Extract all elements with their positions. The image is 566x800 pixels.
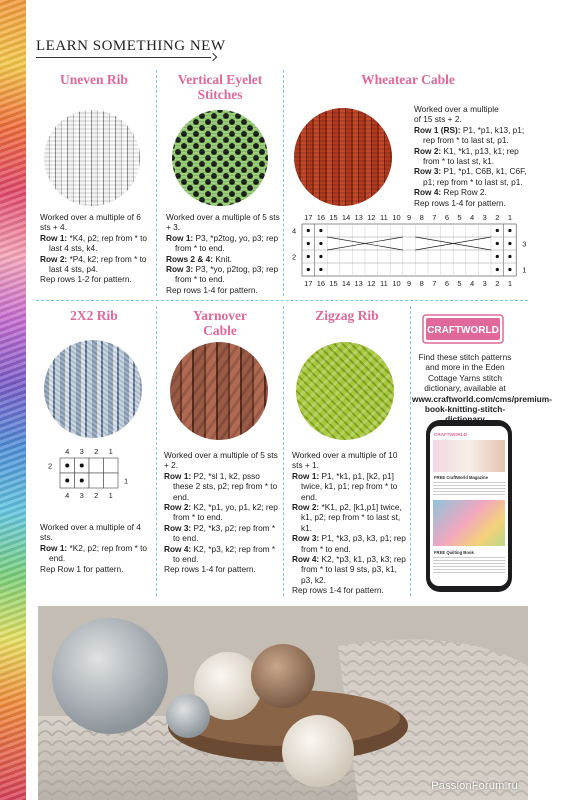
yarnover-cable-title xyxy=(160,308,280,338)
rib-row-label-right: 1 xyxy=(124,476,129,486)
craftworld-logo-svg xyxy=(422,314,504,344)
zigzag-rib-row-1: Row 1: P1, *k1, p1, [k2, p1] twice, k1, p1; rep from * to end. xyxy=(292,470,398,502)
wheatear-col-label-top: 8 xyxy=(419,213,424,222)
phone-caption-quilting: FREE Quilting Book xyxy=(434,550,474,555)
zigzag-rib-row-4: Row 4: K2, *p3, k1, p3, k3; rep from * to last 9 sts, p3, k1, p3, k2. xyxy=(292,554,406,585)
wheatear-col-label-bottom: 11 xyxy=(380,279,388,288)
phone-quilting-image xyxy=(433,500,505,546)
wheatear-cable-row-1: Row 1 (RS): P1, *p1, k13, p1; rep from * to last st, p1. xyxy=(414,124,525,146)
brown-yarn-ball xyxy=(251,644,315,708)
rib-col-label-top: 3 xyxy=(79,447,84,456)
heading-rule xyxy=(36,57,211,58)
divider-v1 xyxy=(156,70,157,296)
cream-yarn-ball xyxy=(282,715,354,787)
phone-body-text xyxy=(433,482,505,496)
rib-grid-cell xyxy=(89,473,104,488)
uneven-rib-swatch xyxy=(44,110,140,206)
rib-col-label-bottom: 3 xyxy=(79,491,84,500)
wheatear-cable-intro-2: of 15 sts + 2. xyxy=(414,114,462,125)
yarnover-cable-row-3: Row 3: P2, *k3, p2; rep from * to end. xyxy=(164,522,276,544)
uneven-rib-row-1: Row 1: *K4, p2; rep from * to last 4 sts, k4. xyxy=(40,232,147,254)
two-by-two-rib-intro: Worked over a multiple of 4 sts. xyxy=(40,522,141,543)
phone-header: CRAFTWORLD xyxy=(434,432,467,437)
wheatear-col-label-top: 11 xyxy=(380,213,388,222)
yarn-basket-photo xyxy=(38,606,528,800)
grey-yarn-ball xyxy=(52,618,168,734)
yarnover-cable-row-4: Row 4: K2, *p3, k2; rep from * to end. xyxy=(164,543,276,565)
wheatear-row-label-right: 3 xyxy=(522,239,527,249)
wheatear-purl-dot xyxy=(319,242,322,245)
wheatear-purl-dot xyxy=(319,268,322,271)
wheatear-col-label-bottom: 17 xyxy=(304,279,313,288)
wheatear-purl-dot xyxy=(508,268,511,271)
page-heading: LEARN SOMETHING NEW xyxy=(36,38,226,54)
wheatear-purl-dot xyxy=(496,242,499,245)
yarnover-cable-row-1: Row 1: P2, *sl 1, k2, psso these 2 sts, p2; rep from * to end. xyxy=(164,470,278,502)
wheatear-purl-dot xyxy=(496,229,499,232)
small-grey-yarn-ball xyxy=(166,694,210,738)
wheatear-col-label-top: 10 xyxy=(392,213,401,222)
wheatear-col-label-top: 6 xyxy=(444,213,449,222)
rib-grid-cell xyxy=(89,458,104,473)
rib-col-label-top: 1 xyxy=(108,447,113,456)
wheatear-col-label-bottom: 3 xyxy=(482,279,487,288)
zigzag-rib-title: Zigzag Rib xyxy=(315,308,379,323)
yarnover-cable-footer: Rep rows 1-4 for pattern. xyxy=(164,564,256,575)
zigzag-rib-intro: Worked over a multiple of 10 sts + 1. xyxy=(292,450,398,471)
zigzag-rib-instructions xyxy=(292,450,408,596)
wheatear-col-label-bottom: 10 xyxy=(392,279,401,288)
wheatear-cable-chart-svg xyxy=(288,212,528,290)
yarnover-cable-swatch xyxy=(170,342,268,440)
uneven-rib-instructions xyxy=(40,212,152,285)
wheatear-purl-dot xyxy=(307,255,310,258)
divider-v3 xyxy=(156,306,157,596)
wheatear-purl-dot xyxy=(319,229,322,232)
wheatear-row-label-right: 1 xyxy=(522,265,527,275)
rib-col-label-top: 4 xyxy=(65,447,70,456)
wheatear-col-label-top: 4 xyxy=(470,213,475,222)
wheatear-col-label-bottom: 14 xyxy=(341,279,351,288)
wheatear-purl-dot xyxy=(307,242,310,245)
wheatear-col-label-top: 5 xyxy=(457,213,462,222)
craftworld-promo-link[interactable]: www.craftworld.com/cms/premium-book-knitting-stitch- xyxy=(412,393,552,415)
phone-screen xyxy=(430,426,508,586)
divider-h xyxy=(36,300,528,301)
vertical-eyelet-intro: Worked over a multiple of 5 sts + 3. xyxy=(166,212,280,233)
craftworld-logo xyxy=(422,314,504,344)
rib-col-label-bottom: 4 xyxy=(65,491,70,500)
divider-v2 xyxy=(283,70,284,296)
wheatear-col-label-bottom: 4 xyxy=(470,279,475,288)
wheatear-purl-dot xyxy=(496,255,499,258)
zigzag-rib-row-2: Row 2: *K1, p2, [k1,p1] twice, k1, p2; rep from * to last st, k1. xyxy=(292,502,402,533)
zigzag-rib-swatch xyxy=(296,342,394,440)
two-by-two-rib-chart-svg xyxy=(40,446,150,512)
craftworld-logo-text: CRAFTWORLD xyxy=(427,325,499,336)
two-by-two-rib-row-1: Row 1: *K2, p2; rep from * to end. xyxy=(40,542,147,564)
wheatear-col-label-top: 9 xyxy=(407,213,412,222)
phone-mockup xyxy=(426,420,512,592)
vertical-eyelet-row-1: Row 1: P3, *p2tog, yo, p3; rep from * to end. xyxy=(166,232,279,254)
phone-notch xyxy=(454,420,476,425)
vertical-eyelet-title-line2: Stitches xyxy=(197,87,243,102)
wheatear-purl-dot xyxy=(508,242,511,245)
wheatear-col-label-top: 16 xyxy=(316,213,326,222)
rib-col-label-top: 2 xyxy=(94,447,99,456)
two-by-two-rib-footer: Rep Row 1 for pattern. xyxy=(40,563,124,574)
wheatear-cable-intro-1: Worked over a multiple xyxy=(414,104,499,114)
vertical-eyelet-title xyxy=(160,72,280,102)
wheatear-row-label-left: 2 xyxy=(292,252,297,262)
wheatear-cable-title: Wheatear Cable xyxy=(361,72,455,87)
vertical-eyelet-title-line1: Vertical Eyelet xyxy=(177,72,263,87)
rib-col-label-bottom: 2 xyxy=(94,491,99,500)
watermark: PassionForum.ru xyxy=(431,780,518,792)
craftworld-promo-text xyxy=(412,352,552,425)
wheatear-col-label-bottom: 5 xyxy=(457,279,462,288)
uneven-rib-footer: Rep rows 1-2 for pattern. xyxy=(40,274,132,285)
wheatear-col-label-top: 15 xyxy=(329,213,338,222)
wheatear-purl-dot xyxy=(319,255,322,258)
wheatear-col-label-bottom: 12 xyxy=(367,279,376,288)
vertical-eyelet-row-2: Rows 2 & 4: Knit. xyxy=(166,253,232,264)
wheatear-col-label-top: 13 xyxy=(354,213,363,222)
wheatear-purl-dot xyxy=(496,268,499,271)
vertical-eyelet-instructions xyxy=(166,212,280,295)
wheatear-cable-row-2: Row 2: K1, *k1, p13, k1; rep from * to last st, k1. xyxy=(414,145,519,167)
wheatear-cable-footer: Rep rows 1-4 for pattern. xyxy=(414,197,506,208)
wheatear-cable-swatch xyxy=(294,108,392,206)
rib-purl-dot xyxy=(65,464,69,468)
rib-purl-dot xyxy=(80,464,84,468)
yarnover-cable-intro: Worked over a multiple of 5 sts + 2. xyxy=(164,450,278,471)
wheatear-purl-dot xyxy=(508,229,511,232)
wheatear-purl-dot xyxy=(307,229,310,232)
uneven-rib-row-2: Row 2: *P4, k2; rep from * to last 4 sts, p4. xyxy=(40,253,147,275)
yarnover-cable-row-2: Row 2: K2, *p1, yo, p1, k2; rep from * to end. xyxy=(164,502,278,523)
wheatear-col-label-bottom: 9 xyxy=(407,279,412,288)
rib-grid-cell xyxy=(104,473,119,488)
wheatear-cable-instructions xyxy=(414,104,530,208)
two-by-two-rib-swatch xyxy=(44,340,142,438)
wheatear-col-label-bottom: 16 xyxy=(316,279,326,288)
wheatear-col-label-top: 2 xyxy=(495,213,500,222)
yarn-border-image xyxy=(0,0,26,800)
wheatear-col-label-bottom: 6 xyxy=(444,279,449,288)
yarnover-cable-title-line2: Cable xyxy=(203,323,237,338)
uneven-rib-title: Uneven Rib xyxy=(60,72,128,87)
phone-caption-magazine: FREE CraftWorld Magazine xyxy=(434,475,488,480)
two-by-two-rib-instructions xyxy=(40,522,152,574)
zigzag-rib-footer: Rep rows 1-4 for pattern. xyxy=(292,585,384,596)
wheatear-col-label-bottom: 15 xyxy=(329,279,338,288)
wheatear-cable-row-3: Row 3: P1, *p1, C6B, k1, C6F, p1; rep from * to last st, p1. xyxy=(414,166,527,187)
wheatear-col-label-bottom: 2 xyxy=(495,279,500,288)
wheatear-cable-chart xyxy=(288,212,528,290)
wheatear-col-label-bottom: 8 xyxy=(419,279,424,288)
rib-purl-dot xyxy=(65,479,69,483)
wheatear-row-label-left: 4 xyxy=(292,226,297,236)
wheatear-col-label-bottom: 1 xyxy=(507,279,512,288)
rib-purl-dot xyxy=(80,479,84,483)
divider-v4 xyxy=(283,306,284,596)
wheatear-col-label-top: 14 xyxy=(341,213,351,222)
wheatear-col-label-top: 3 xyxy=(482,213,487,222)
yarnover-cable-title-line1: Yarnover xyxy=(193,308,247,323)
vertical-eyelet-row-3: Row 3: P3, *yo, p2tog, p3; rep from * to end. xyxy=(166,264,279,285)
rib-grid-cell xyxy=(104,458,119,473)
two-by-two-rib-chart xyxy=(40,446,150,512)
wheatear-purl-dot xyxy=(307,268,310,271)
two-by-two-rib-title: 2X2 Rib xyxy=(70,308,118,323)
vertical-eyelet-swatch xyxy=(172,110,268,206)
vertical-eyelet-footer: Rep rows 1-4 for pattern. xyxy=(166,284,258,295)
wheatear-col-label-top: 17 xyxy=(304,213,313,222)
uneven-rib-intro: Worked over a multiple of 6 sts + 4. xyxy=(40,212,141,233)
phone-body-text-2 xyxy=(433,557,505,573)
wheatear-col-label-top: 12 xyxy=(367,213,376,222)
wheatear-purl-dot xyxy=(508,255,511,258)
wheatear-col-label-bottom: 13 xyxy=(354,279,363,288)
divider-v5 xyxy=(410,306,411,596)
wheatear-col-label-top: 7 xyxy=(432,213,437,222)
phone-magazine-image xyxy=(433,440,505,472)
rib-col-label-bottom: 1 xyxy=(108,491,113,500)
yarn-basket-illustration xyxy=(38,606,528,800)
zigzag-rib-row-3: Row 3: P1, *k3, p3, k3, p1; rep from * to end. xyxy=(292,533,406,554)
rib-row-label-left: 2 xyxy=(48,461,53,471)
wheatear-cable-row-4: Row 4: Rep Row 2. xyxy=(414,187,487,198)
craftworld-promo-copy: Find these stitch patterns and more in the Eden Cottage Yarns stitch dictionary, available at xyxy=(418,352,512,394)
wheatear-col-label-top: 1 xyxy=(507,213,512,222)
wheatear-col-label-bottom: 7 xyxy=(432,279,437,288)
yarnover-cable-instructions xyxy=(164,450,280,575)
